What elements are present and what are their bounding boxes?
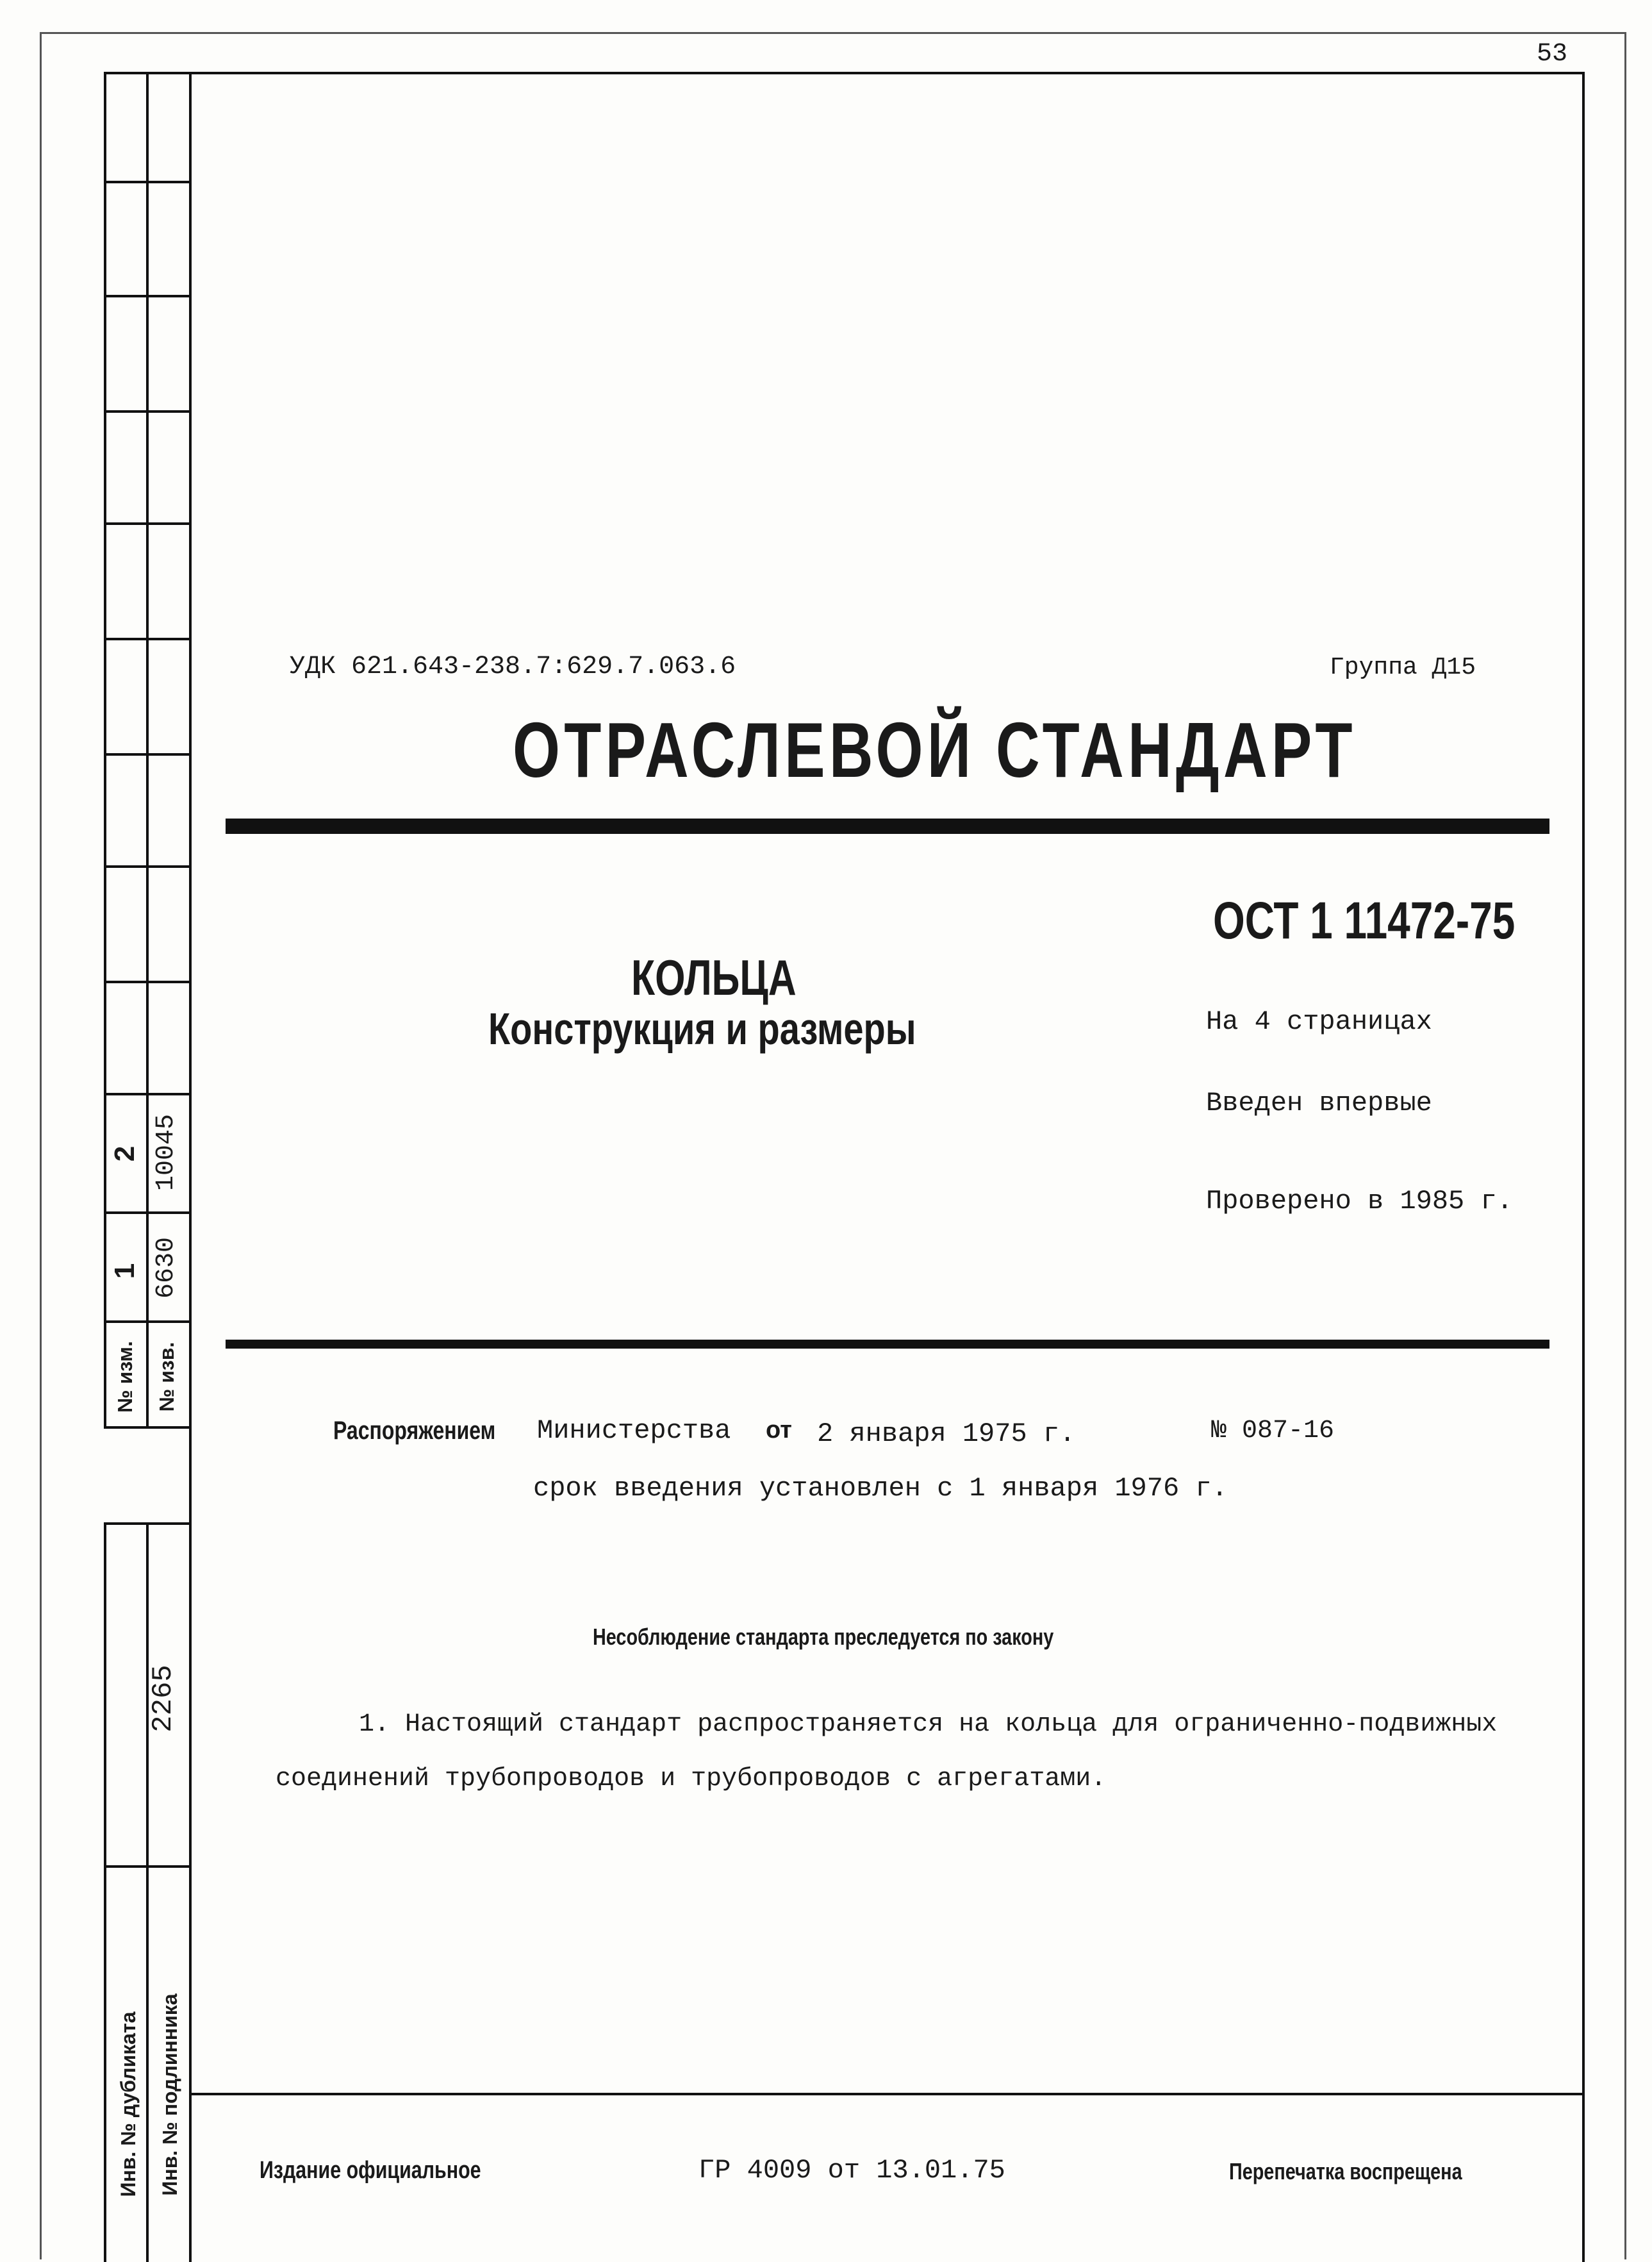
notice-2: 10045 [152,1113,181,1192]
checked-note: Проверено в 1985 г. [1206,1186,1513,1217]
stamp-row-line [104,181,190,183]
order-term: срок введения установлен с 1 января 1976 г. [533,1473,1228,1504]
inv-original-value: 2265 [147,1665,179,1733]
product-subtitle: Конструкция и размеры [488,1004,916,1054]
section-rule [226,1340,1549,1349]
body-para-line-2: соединений трубопроводов и трубопроводов с агрегатами. [276,1765,1107,1793]
stamp-row-line [104,638,190,640]
product-title: КОЛЬЦА [631,949,797,1006]
group-code: Группа Д15 [1330,654,1476,681]
change-no-label: № изм. [113,1341,136,1413]
footer-reprint: Перепечатка воспрещена [1229,2158,1462,2184]
inv-original-label: Инв. № подлинника [158,1993,181,2196]
stamp-border [104,72,106,1427]
footer-rule [189,2093,1585,2095]
legal-warning: Несоблюдение стандарта преследуется по закону [593,1624,1054,1650]
stamp-row-line [104,295,190,297]
introduced-note: Введен впервые [1206,1088,1432,1119]
stamp-row-line [104,72,190,74]
order-from: от [766,1417,792,1443]
footer-registration: ГР 4009 от 13.01.75 [698,2155,1005,2186]
change-1: 1 [109,1263,140,1279]
inv-duplicate-label: Инв. № дубликата [117,2011,140,2197]
main-frame [189,72,1585,2262]
page-count: На 4 страницах [1206,1006,1432,1037]
stamp-row-line [104,522,190,525]
stamp-row-line [104,410,190,413]
udk-code: УДК 621.643-238.7:629.7.063.6 [290,653,736,681]
notice-no-label: № изв. [155,1342,178,1412]
main-title: ОТРАСЛЕВОЙ СТАНДАРТ [513,706,1357,794]
stamp-row-line [104,753,190,756]
stamp-row-line [104,981,190,983]
stamp-row-line [104,1865,190,1868]
stamp-border [104,1522,106,2262]
notice-1: 6630 [152,1237,181,1299]
stamp-row-line [104,1522,190,1525]
body-para-line-1: 1. Настоящий стандарт распространяется на кольца для ограниченно-подвижных [359,1710,1498,1739]
stamp-row-line [104,865,190,868]
page-number: 53 [1537,40,1568,69]
order-number: № 087-16 [1211,1417,1335,1445]
title-rule [226,819,1549,834]
standard-code: ОСТ 1 11472-75 [1213,892,1516,950]
order-ministry: Министерства [537,1415,731,1446]
footer-edition: Издание официальное [260,2157,481,2184]
order-label: Распоряжением [333,1417,496,1445]
order-date: 2 января 1975 г. [817,1418,1076,1449]
change-2: 2 [109,1145,140,1162]
